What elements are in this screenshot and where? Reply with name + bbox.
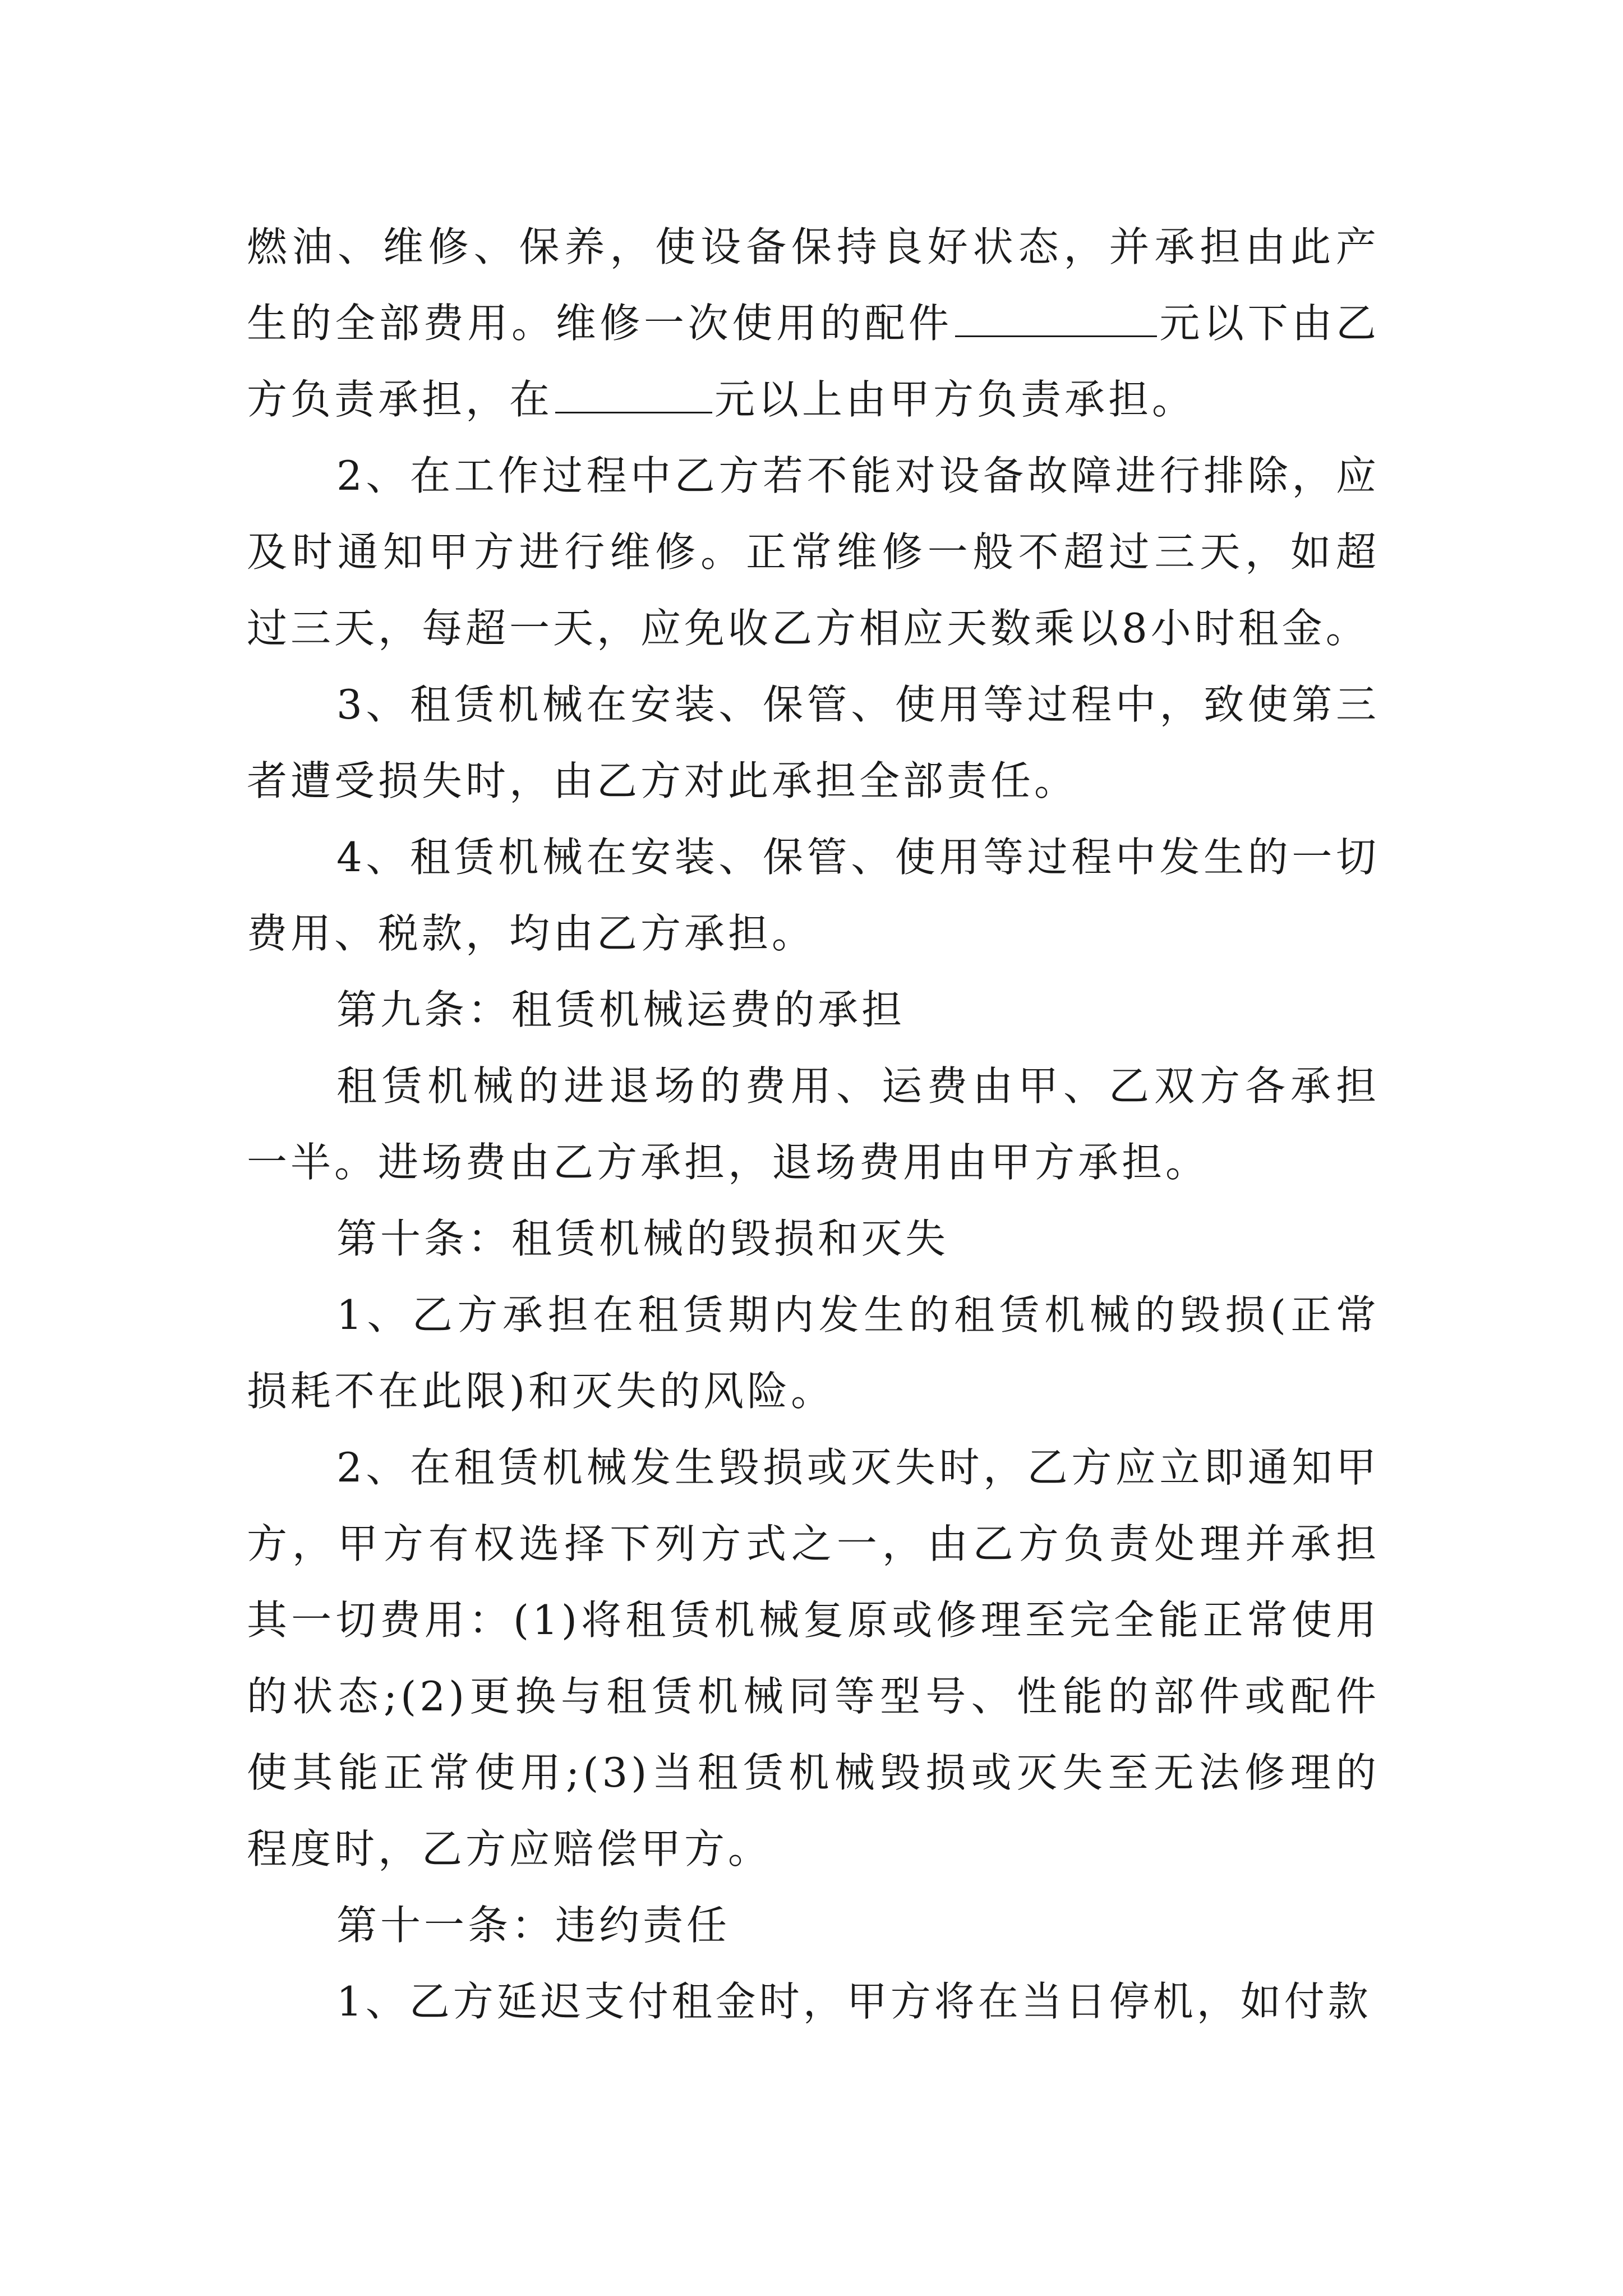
paragraph-text: 元以下由乙方负责承担，在 bbox=[247, 300, 1380, 423]
article-9-body: 租赁机械的进退场的费用、运费由甲、乙双方各承担一半。进场费由乙方承担，退场费用由甲方承担。 bbox=[247, 1062, 1380, 1186]
article-heading-11: 第十一条：违约责任 bbox=[336, 1902, 731, 1949]
fill-in-blank[interactable] bbox=[955, 298, 1157, 337]
fill-in-blank[interactable] bbox=[555, 375, 712, 413]
document-body bbox=[247, 209, 1380, 2040]
paragraph-text: 元以上由甲方负责承担。 bbox=[714, 376, 1196, 423]
paragraph-maintenance-cost bbox=[247, 209, 1380, 438]
article-heading-9: 第九条：租赁机械运费的承担 bbox=[336, 986, 906, 1033]
clause-item-3-third-party: 3、租赁机械在安装、保管、使用等过程中，致使第三者遭受损失时，由乙方对此承担全部责任。 bbox=[247, 681, 1380, 804]
clause-item-4-expenses: 4、租赁机械在安装、保管、使用等过程中发生的一切费用、税款，均由乙方承担。 bbox=[247, 834, 1380, 957]
article-10-item-1: 1、乙方承担在租赁期内发生的租赁机械的毁损(正常损耗不在此限)和灭失的风险。 bbox=[247, 1291, 1380, 1415]
article-heading-10: 第十条：租赁机械的毁损和灭失 bbox=[336, 1215, 949, 1262]
clause-item-2-repair: 2、在工作过程中乙方若不能对设备故障进行排除，应及时通知甲方进行维修。正常维修一般不超过三天，如超过三天，每超一天，应免收乙方相应天数乘以8小时租金。 bbox=[247, 452, 1380, 652]
paragraph-text: 燃油、维修、保养，使设备保持良好状态，并承担由此产生的全部费用。维修一次使用的配件 bbox=[247, 223, 1380, 347]
article-11-item-1: 1、乙方延迟支付租金时，甲方将在当日停机，如付款 bbox=[336, 1978, 1372, 2025]
article-10-item-2: 2、在租赁机械发生毁损或灭失时，乙方应立即通知甲方，甲方有权选择下列方式之一，由乙方负责处理并承担其一切费用：(1)将租赁机械复原或修理至完全能正常使用的状态;(2)更换与租赁机械同等型号、性能的部件或配件使其能正常使用;(3)当租赁机械毁损或灭失至无法修理的程度时，乙方应赔偿甲方。 bbox=[247, 1444, 1380, 1872]
